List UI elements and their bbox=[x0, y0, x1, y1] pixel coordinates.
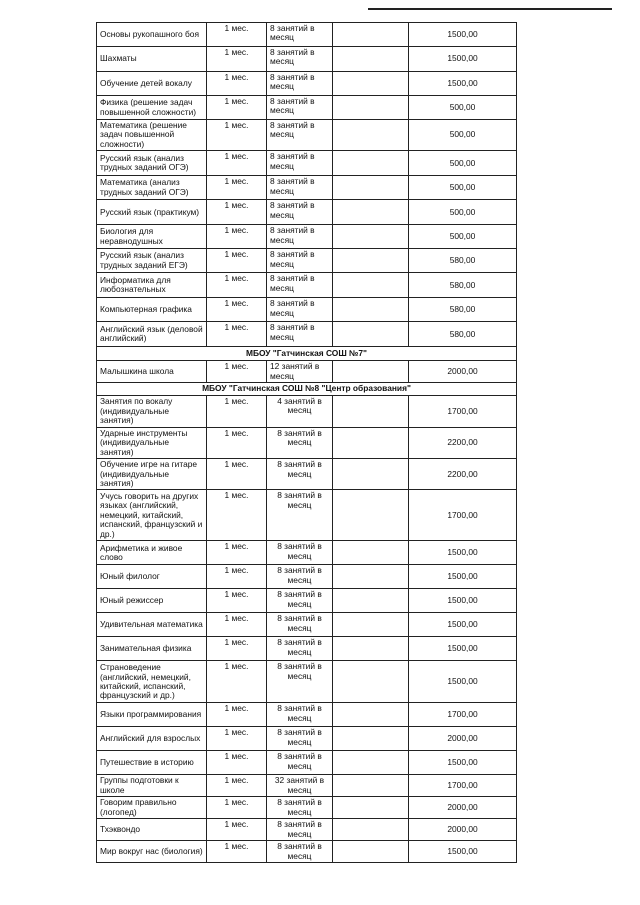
period-cell: 1 мес. bbox=[207, 819, 267, 841]
table-row bbox=[97, 322, 517, 347]
price-cell: 580,00 bbox=[409, 273, 517, 298]
period-cell: 1 мес. bbox=[207, 249, 267, 273]
price-cell: 1700,00 bbox=[409, 703, 517, 727]
price-cell: 1500,00 bbox=[409, 23, 517, 47]
empty-cell bbox=[333, 298, 409, 322]
price-cell: 1500,00 bbox=[409, 637, 517, 661]
frequency-cell: 8 занятий в месяц bbox=[267, 23, 333, 47]
service-name-cell: Группы подготовки к школе bbox=[97, 775, 207, 797]
price-cell: 500,00 bbox=[409, 225, 517, 249]
frequency-cell: 8 занятий в месяц bbox=[267, 72, 333, 96]
empty-cell bbox=[333, 589, 409, 613]
period-cell: 1 мес. bbox=[207, 589, 267, 613]
empty-cell bbox=[333, 703, 409, 727]
price-cell: 1500,00 bbox=[409, 589, 517, 613]
service-name-cell: Малышкина школа bbox=[97, 361, 207, 383]
service-name-cell: Физика (решение задач повышенной сложности) bbox=[97, 96, 207, 120]
price-cell: 1500,00 bbox=[409, 751, 517, 775]
empty-cell bbox=[333, 819, 409, 841]
table-row bbox=[97, 298, 517, 322]
table-row bbox=[97, 703, 517, 727]
table-row bbox=[97, 565, 517, 589]
period-cell: 1 мес. bbox=[207, 727, 267, 751]
frequency-cell: 8 занятий в месяц bbox=[267, 200, 333, 225]
frequency-cell: 8 занятий в месяц bbox=[267, 797, 333, 819]
period-cell: 1 мес. bbox=[207, 613, 267, 637]
table-row bbox=[97, 120, 517, 151]
price-cell: 580,00 bbox=[409, 249, 517, 273]
service-name-cell: Занятия по вокалу (индивидуальные занятия) bbox=[97, 396, 207, 428]
period-cell: 1 мес. bbox=[207, 565, 267, 589]
empty-cell bbox=[333, 637, 409, 661]
price-cell: 1500,00 bbox=[409, 565, 517, 589]
section-title: МБОУ "Гатчинская СОШ №7" bbox=[97, 347, 517, 361]
table-row bbox=[97, 96, 517, 120]
price-cell: 1500,00 bbox=[409, 541, 517, 565]
price-cell: 2200,00 bbox=[409, 428, 517, 459]
empty-cell bbox=[333, 661, 409, 703]
empty-cell bbox=[333, 396, 409, 428]
service-name-cell: Биология для неравнодушных bbox=[97, 225, 207, 249]
period-cell: 1 мес. bbox=[207, 322, 267, 347]
frequency-cell: 8 занятий в месяц bbox=[267, 428, 333, 459]
frequency-cell: 8 занятий в месяц bbox=[267, 322, 333, 347]
frequency-cell: 8 занятий в месяц bbox=[267, 96, 333, 120]
service-name-cell: Ударные инструменты (индивидуальные занятия) bbox=[97, 428, 207, 459]
empty-cell bbox=[333, 176, 409, 200]
frequency-cell: 8 занятий в месяц bbox=[267, 819, 333, 841]
price-cell: 500,00 bbox=[409, 200, 517, 225]
period-cell: 1 мес. bbox=[207, 661, 267, 703]
empty-cell bbox=[333, 361, 409, 383]
period-cell: 1 мес. bbox=[207, 96, 267, 120]
price-cell: 2000,00 bbox=[409, 727, 517, 751]
table-row bbox=[97, 819, 517, 841]
price-cell: 500,00 bbox=[409, 120, 517, 151]
price-cell: 500,00 bbox=[409, 151, 517, 176]
table-row bbox=[97, 176, 517, 200]
period-cell: 1 мес. bbox=[207, 637, 267, 661]
service-name-cell: Русский язык (анализ трудных заданий ОГЭ) bbox=[97, 151, 207, 176]
table-row bbox=[97, 200, 517, 225]
frequency-cell: 8 занятий в месяц bbox=[267, 703, 333, 727]
frequency-cell: 8 занятий в месяц bbox=[267, 249, 333, 273]
empty-cell bbox=[333, 459, 409, 490]
empty-cell bbox=[333, 751, 409, 775]
empty-cell bbox=[333, 490, 409, 541]
period-cell: 1 мес. bbox=[207, 225, 267, 249]
table-row bbox=[97, 637, 517, 661]
price-cell: 580,00 bbox=[409, 298, 517, 322]
empty-cell bbox=[333, 727, 409, 751]
period-cell: 1 мес. bbox=[207, 200, 267, 225]
service-name-cell: Компьютерная графика bbox=[97, 298, 207, 322]
service-name-cell: Шахматы bbox=[97, 47, 207, 72]
frequency-cell: 8 занятий в месяц bbox=[267, 589, 333, 613]
period-cell: 1 мес. bbox=[207, 459, 267, 490]
service-name-cell: Языки программирования bbox=[97, 703, 207, 727]
empty-cell bbox=[333, 841, 409, 863]
table-row bbox=[97, 661, 517, 703]
price-table bbox=[96, 22, 517, 863]
price-cell: 1500,00 bbox=[409, 841, 517, 863]
service-name-cell: Русский язык (практикум) bbox=[97, 200, 207, 225]
empty-cell bbox=[333, 797, 409, 819]
table-row bbox=[97, 72, 517, 96]
frequency-cell: 8 занятий в месяц bbox=[267, 459, 333, 490]
period-cell: 1 мес. bbox=[207, 151, 267, 176]
period-cell: 1 мес. bbox=[207, 298, 267, 322]
period-cell: 1 мес. bbox=[207, 751, 267, 775]
period-cell: 1 мес. bbox=[207, 703, 267, 727]
service-name-cell: Удивительная математика bbox=[97, 613, 207, 637]
frequency-cell: 4 занятий в месяц bbox=[267, 396, 333, 428]
empty-cell bbox=[333, 565, 409, 589]
period-cell: 1 мес. bbox=[207, 361, 267, 383]
service-name-cell: Математика (анализ трудных заданий ОГЭ) bbox=[97, 176, 207, 200]
table-row bbox=[97, 396, 517, 428]
frequency-cell: 8 занятий в месяц bbox=[267, 727, 333, 751]
empty-cell bbox=[333, 120, 409, 151]
price-table-body bbox=[97, 23, 517, 863]
empty-cell bbox=[333, 72, 409, 96]
section-header-row bbox=[97, 383, 517, 396]
price-cell: 1700,00 bbox=[409, 396, 517, 428]
period-cell: 1 мес. bbox=[207, 47, 267, 72]
period-cell: 1 мес. bbox=[207, 775, 267, 797]
frequency-cell: 8 занятий в месяц bbox=[267, 225, 333, 249]
table-row bbox=[97, 151, 517, 176]
table-row bbox=[97, 751, 517, 775]
empty-cell bbox=[333, 225, 409, 249]
frequency-cell: 8 занятий в месяц bbox=[267, 490, 333, 541]
price-cell: 2000,00 bbox=[409, 797, 517, 819]
frequency-cell: 8 занятий в месяц bbox=[267, 120, 333, 151]
table-row bbox=[97, 490, 517, 541]
period-cell: 1 мес. bbox=[207, 797, 267, 819]
period-cell: 1 мес. bbox=[207, 72, 267, 96]
service-name-cell: Занимательная физика bbox=[97, 637, 207, 661]
price-cell: 1700,00 bbox=[409, 490, 517, 541]
period-cell: 1 мес. bbox=[207, 396, 267, 428]
empty-cell bbox=[333, 200, 409, 225]
table-row bbox=[97, 361, 517, 383]
price-cell: 580,00 bbox=[409, 322, 517, 347]
table-row bbox=[97, 541, 517, 565]
frequency-cell: 8 занятий в месяц bbox=[267, 541, 333, 565]
service-name-cell: Основы рукопашного боя bbox=[97, 23, 207, 47]
service-name-cell: Путешествие в историю bbox=[97, 751, 207, 775]
price-cell: 1500,00 bbox=[409, 72, 517, 96]
price-cell: 1700,00 bbox=[409, 775, 517, 797]
service-name-cell: Информатика для любознательных bbox=[97, 273, 207, 298]
period-cell: 1 мес. bbox=[207, 428, 267, 459]
price-cell: 2000,00 bbox=[409, 819, 517, 841]
frequency-cell: 8 занятий в месяц bbox=[267, 661, 333, 703]
frequency-cell: 8 занятий в месяц bbox=[267, 298, 333, 322]
table-row bbox=[97, 249, 517, 273]
period-cell: 1 мес. bbox=[207, 273, 267, 298]
price-cell: 2000,00 bbox=[409, 361, 517, 383]
table-row bbox=[97, 841, 517, 863]
frequency-cell: 8 занятий в месяц bbox=[267, 841, 333, 863]
table-row bbox=[97, 727, 517, 751]
table-row bbox=[97, 589, 517, 613]
service-name-cell: Английский язык (деловой английский) bbox=[97, 322, 207, 347]
frequency-cell: 32 занятий в месяц bbox=[267, 775, 333, 797]
period-cell: 1 мес. bbox=[207, 23, 267, 47]
price-cell: 1500,00 bbox=[409, 613, 517, 637]
service-name-cell: Английский для взрослых bbox=[97, 727, 207, 751]
service-name-cell: Юный филолог bbox=[97, 565, 207, 589]
period-cell: 1 мес. bbox=[207, 176, 267, 200]
price-cell: 1500,00 bbox=[409, 661, 517, 703]
section-title: МБОУ "Гатчинская СОШ №8 "Центр образования" bbox=[97, 383, 517, 396]
empty-cell bbox=[333, 23, 409, 47]
service-name-cell: Русский язык (анализ трудных заданий ЕГЭ) bbox=[97, 249, 207, 273]
empty-cell bbox=[333, 775, 409, 797]
frequency-cell: 8 занятий в месяц bbox=[267, 613, 333, 637]
table-row bbox=[97, 775, 517, 797]
empty-cell bbox=[333, 249, 409, 273]
service-name-cell: Мир вокруг нас (биология) bbox=[97, 841, 207, 863]
period-cell: 1 мес. bbox=[207, 541, 267, 565]
period-cell: 1 мес. bbox=[207, 841, 267, 863]
empty-cell bbox=[333, 273, 409, 298]
price-cell: 500,00 bbox=[409, 96, 517, 120]
table-row bbox=[97, 613, 517, 637]
price-cell: 500,00 bbox=[409, 176, 517, 200]
table-row bbox=[97, 797, 517, 819]
period-cell: 1 мес. bbox=[207, 490, 267, 541]
service-name-cell: Арифметика и живое слово bbox=[97, 541, 207, 565]
service-name-cell: Страноведение (английский, немецкий, китайский, испанский, французский и др.) bbox=[97, 661, 207, 703]
service-name-cell: Тхэквондо bbox=[97, 819, 207, 841]
table-row bbox=[97, 459, 517, 490]
table-row bbox=[97, 225, 517, 249]
service-name-cell: Обучение игре на гитаре (индивидуальные занятия) bbox=[97, 459, 207, 490]
service-name-cell: Математика (решение задач повышенной сложности) bbox=[97, 120, 207, 151]
frequency-cell: 8 занятий в месяц bbox=[267, 637, 333, 661]
frequency-cell: 8 занятий в месяц bbox=[267, 151, 333, 176]
service-name-cell: Обучение детей вокалу bbox=[97, 72, 207, 96]
table-row bbox=[97, 428, 517, 459]
table-row bbox=[97, 23, 517, 47]
service-name-cell: Юный режиссер bbox=[97, 589, 207, 613]
price-cell: 1500,00 bbox=[409, 47, 517, 72]
price-cell: 2200,00 bbox=[409, 459, 517, 490]
frequency-cell: 8 занятий в месяц bbox=[267, 273, 333, 298]
frequency-cell: 8 занятий в месяц bbox=[267, 47, 333, 72]
empty-cell bbox=[333, 96, 409, 120]
frequency-cell: 8 занятий в месяц bbox=[267, 176, 333, 200]
section-header-row bbox=[97, 347, 517, 361]
empty-cell bbox=[333, 47, 409, 72]
empty-cell bbox=[333, 541, 409, 565]
service-name-cell: Говорим правильно (логопед) bbox=[97, 797, 207, 819]
frequency-cell: 12 занятий в месяц bbox=[267, 361, 333, 383]
empty-cell bbox=[333, 322, 409, 347]
service-name-cell: Учусь говорить на других языках (английский, немецкий, китайский, испанский, французский и др.) bbox=[97, 490, 207, 541]
frequency-cell: 8 занятий в месяц bbox=[267, 751, 333, 775]
period-cell: 1 мес. bbox=[207, 120, 267, 151]
empty-cell bbox=[333, 151, 409, 176]
empty-cell bbox=[333, 613, 409, 637]
table-row bbox=[97, 47, 517, 72]
frequency-cell: 8 занятий в месяц bbox=[267, 565, 333, 589]
empty-cell bbox=[333, 428, 409, 459]
page-top-rule bbox=[368, 8, 612, 10]
table-row bbox=[97, 273, 517, 298]
